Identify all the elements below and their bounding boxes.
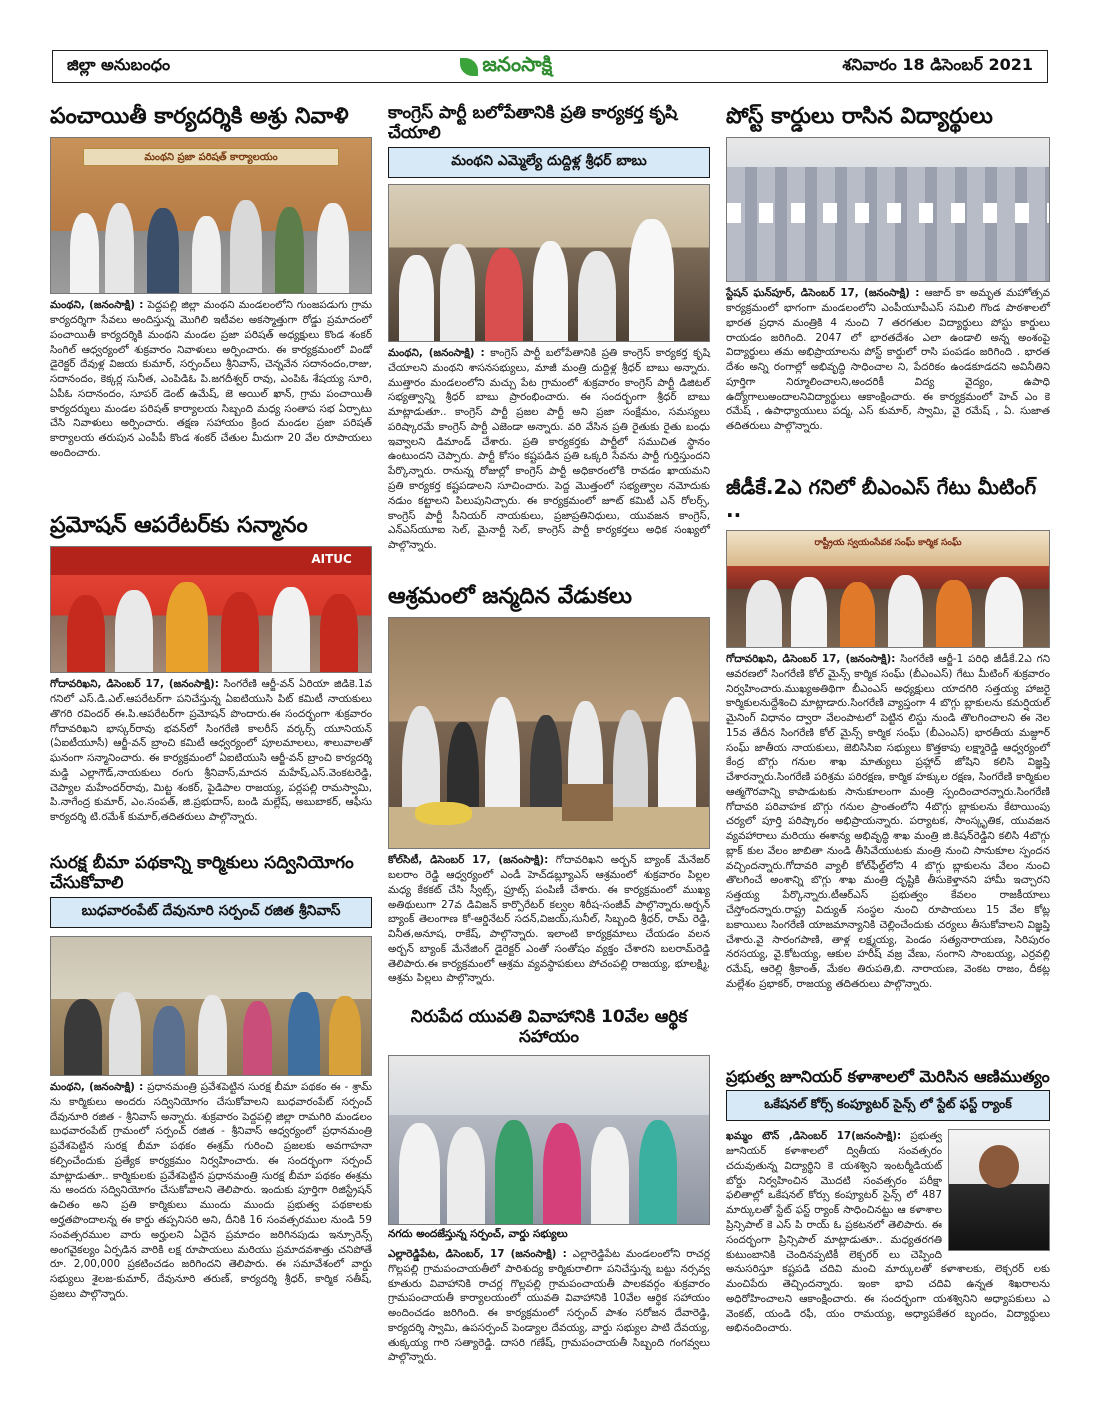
photo-figure bbox=[288, 992, 320, 1075]
dateline: గోదావరిఖని, డిసెంబర్ 17, (జనంసాక్షి): bbox=[726, 653, 896, 665]
article-photo bbox=[50, 546, 372, 673]
article-suraksha bbox=[50, 854, 372, 1302]
photo-figure bbox=[591, 1127, 629, 1224]
dateline: మంథని, (జనంసాక్షి) : bbox=[388, 347, 485, 360]
article-postcards bbox=[726, 104, 1050, 434]
photo-figure bbox=[115, 590, 153, 673]
masthead bbox=[52, 50, 1048, 83]
body-text: కాంగ్రెస్ పార్టీ బలోపేతానికి ప్రతి కాంగ్రెస్ కార్యకర్త కృషి చేయాలని మంథని శాసనసభ్యులు, మాజీ మంత్రి దుద్దిళ్ల శ్రీధర్ బాబు అన్నారు. ముత్తారం మండలంలోని మచ్చు పేట గ్రామంలో శుక్రవారం కాంగ్రెస్ పార్టీ డిజిటల్ సభ్యత్వాన్ని శ్రీధర్ బాబు ప్రారంభించారు. ఈ సందర్భంగా శ్రీధర్ బాబు మాట్లాడుతూ.. కాంగ్రెస్ పార్టీ ప్రజల పార్టీ అని ప్రజా సంక్షేమం, సమస్యలు పరిష్కారమే కాంగ్రెస్ పార్టీ ఎజెండా అన్నారు. వరి వేసిన ప్రతి రైతుకు రైతు బంధు ఇవ్వాలని డిమాండ్ చేశారు. ప్రతి కార్యకర్తకు పార్టీలో సముచిత స్థానం ఉంటుందని చెప్పారు. పార్టీ కోసం కష్టపడిన ప్రతి ఒక్కరి సేవను పార్టీ గుర్తిస్తుందని పేర్కొన్నారు. రానున్న రోజుల్లో కాంగ్రెస్ పార్టీ అధికారంలోకి రావడం ఖాయమని ప్రతి కార్యకర్త కష్టపడాలని సూచించారు. పెద్ద మొత్తంలో సభ్యత్వాల నమోదుకు నడుం కట్టాలని పిలుపునిచ్చారు. ఈ కార్యక్రమంలో జూట్ కమిటీ ఎన్ రోలర్స్, కాంగ్రెస్ పార్టీ సీనియర్ నాయకులు, ప్రజాప్రతినిధులు, యువజన కాంగ్రెస్, ఎన్ఎస్‌యూఐ సెల్, మైనార్టీ సెల్, కాంగ్రెస్ పార్టీ కార్యకర్తలు అధిక సంఖ్యలో పాల్గొన్నారు. bbox=[388, 347, 710, 552]
photo-figure bbox=[791, 577, 826, 647]
dateline: ఖమ్మం టౌన్ ,డిసెంబర్ 17(జనంసాక్షి): bbox=[726, 1130, 902, 1143]
photo-figure bbox=[485, 248, 523, 342]
photo-figure bbox=[166, 582, 208, 672]
photo-figure bbox=[192, 216, 221, 294]
photo-figure bbox=[230, 200, 262, 293]
headline: ప్రభుత్వ జూనియర్ కళాశాలలో మెరిసిన ఆణిముత్యం bbox=[726, 1067, 1050, 1086]
subheadline: మంథని ఎమ్మెల్యే దుద్దిళ్ల శ్రీధర్ బాబు bbox=[388, 147, 710, 178]
article-content bbox=[726, 1129, 1050, 1336]
photo-figure bbox=[317, 203, 349, 293]
headline: ప్రమోషన్ ఆపరేటర్‌కు సన్మానం bbox=[50, 513, 308, 538]
article-college bbox=[726, 1068, 1050, 1336]
photo-figure bbox=[533, 241, 568, 341]
body-text: సింగరేణి ఆర్జీ-వన్ ఏరియా జిడికె.1వ గనిలో ఎస్.డి.ఎల్.ఆపరేటర్‌గా పనిచేస్తున్న ఏఐటియుసి పిట్ కమిటీ నాయకులు తొగరి రవిందర్ ఈ.పి.ఆపరేటర్‌గా ప్రమోషన్ పొందారు.ఈ సందర్భంగా శుక్రవారం గోదావరిఖని భాస్కర్‌రావు భవన్‌లో సింగరేణి కాలరీస్ వర్కర్స్ యూనియన్ (ఏఐటీయూసీ) ఆర్జీ-వన్ బ్రాంచి కమిటీ ఆధ్వర్యంలో పూలమాలలు, శాలువాలతో ఘనంగా సన్మానించారు. ఈ కార్యక్రమంలో ఏఐటియుసి ఆర్జీ-వన్ బ్రాంచి కార్యదర్శి మడ్డి ఎల్లాగౌడ్,నాయకులు రంగు శ్రీనివాస్,మాదన మహేష్,ఎస్.వెంకటరెడ్డి, చెప్యాల మహేందర్‌రావు, మిట్ట శంకర్, పైడిపాల రాజయ్య, పర్లపల్లి రామస్వామి, పి.నాగేంద్ర కుమార్, ఎం.సంపత్, జి.ప్రభుదాస్, బండి మల్లేష్, అబుబాకర్, ఆఫీసు కార్యదర్శి టి.రమేశ్ కుమార్,తదితరులు పాల్గొన్నారు. bbox=[50, 678, 372, 824]
photo-figure bbox=[275, 207, 304, 294]
article-promotion bbox=[50, 513, 372, 825]
body-text: సింగరేణి ఆర్జీ-1 పరిధి జీడీకే.2ఎ గని ఆవరణలో సింగరేణి కోల్ మైన్స్ కార్మిక సంఘ్ (బీఎంఎస్) గేటు మీటింగ్ శుక్రవారం నిర్వహించారు.ముఖ్యఅతిథిగా బీఎంఎస్ అధ్యక్షులు యాదగిరి సత్తయ్య హాజరై కార్మికులనుద్దేశించి మాట్లాడారు.సింగరేణి వ్యాప్తంగా 4 బొగ్గు బ్లాకులను కమర్షియల్ మైనింగ్ విధానం ద్వారా వేలంపాటలో పెట్టిన లిస్టు నుండి తొలగించాలని ఈ నెల 15వ తేదీన సింగరేణి కోల్ మైన్స్ కార్మిక సంఘ్ (బీఎంఎస్) భారతీయ మజ్దూర్ సంఘ్ జాతీయ నాయకులు, జెబిసిసిఐ సభ్యులు కొత్తకాపు లక్ష్మారెడ్డి ఆధ్వర్యంలో కేంద్ర బొగ్గు గనుల శాఖ మాత్యులు ప్రహ్లాద్ జోషిని కలిసి విజ్ఞప్తి చేశారన్నారు.సింగరేణి పరిశ్రమ పరిరక్షణ, కార్మిక హక్కుల రక్షణ, సింగరేణి కార్మికుల ఆత్మగౌరవాన్ని కాపాడుటకు సానుకూలంగా మంత్రి స్పందించారన్నారు.సింగరేణి గోదావరి పరివాహక బొగ్గు గనుల ప్రాంతంలోని 4బొగ్గు బ్లాకులను కేటాయింపు చర్యలో పూర్తి పరిష్కారం అభిప్రాయన్నారు. పర్యాటక, సాంస్కృతిక, యువజన వ్యవహారాలు మరియు ఈశాన్య అభివృద్ధి శాఖ మంత్రి జి.కిషన్‌రెడ్డిని కలిసి 4బొగ్గు బ్లాక్ కుల వేలం జాబితా నుండి తీసివేయుటకు మంత్రి నుంచి సానుకూల స్పందన వచ్చిందన్నారు.గోదావరి వ్యాలీ కోల్‌ఫీల్డ్‌లోని 4 బొగ్గు బ్లాకులను వేలం నుంచి తొలగించే అంశాన్ని బొగ్గు శాఖ మంత్రి దృష్టికి తీసుకెళ్తానని హామీ ఇచ్చారని సత్తయ్య పేర్కొన్నారు.టీఆర్ఎస్ ప్రభుత్వం కేవలం రాజకీయాలు చేస్తోందన్నారు.రాష్ట్ర విద్యుత్ సంస్థల నుంచి రూపాయలు 15 వేల కోట్ల బకాయిలు సింగరేణి యాజమాన్యానికి చెల్లించేందుకు చర్యలు తీసుకోవాలని విజ్ఞప్తి చేశారు.వై సారంగపాణి, తాళ్ల లక్ష్మయ్య, పెండం సత్యనారాయణ, సిరిపురం నరసయ్య, వై.కోటయ్య, ఆకుల హరీష్ వజ్ర వేణు, సంగాని సాంబయ్య, ఎర్రవల్లి రమేష్, ఆరెల్లి శ్రీకాంత్, మేకల తిరుపతి,బి. నారాయణ, వెంకట రాజం, దీకట్ల మల్లేశం ప్రభాకర్, రాజయ్య తదితరులు పాల్గొన్నారు. bbox=[726, 653, 1050, 990]
article-body bbox=[388, 1247, 710, 1365]
photo-figure bbox=[64, 999, 102, 1075]
body-text: ప్రధానమంత్రి ప్రవేశపెట్టిన సురక్ష బీమా పథకం ఈ - శ్రామ్ ను కార్మికులు అందరు సద్వినియోగం చేసుకోవాలని బుధవారంపేట్ సర్పంచ్ దేవునూరి రజిత - శ్రీనివాస్ అన్నారు. శుక్రవారం పెద్దపల్లి జిల్లా రామగిరి మండలం బుధవారంపేట్ గ్రామంలో సర్పంచ్ రజిత - శ్రీనివాస్ ఆధ్వర్యంలో ప్రధానమంత్రి ప్రవేశపెట్టిన సురక్ష బీమా పథకం ఈశ్రమ్ గురించి ప్రజలకు అవగాహనా కల్పించేందుకు ప్రత్యేక కార్యక్రమం నిర్వహించారు. ఈ సందర్భంగా సర్పంచ్ మాట్లాడుతూ.. కార్మికులకు ప్రవేశపెట్టిన ప్రధానమంత్రి సురక్ష బీమా పథకం ఈశ్రమ ను అందరు సద్వినియోగం చేసుకోవాలని తెలిపారు. ఇందుకు పూర్తిగా రిజిస్ట్రేషన్ ఉచితం అని ప్రతి కార్మికులు ముందు ముందు ప్రభుత్వ పథకాలకు అర్హతపొందాలన్న ఈ కార్డు తప్పనిసరి అని, దీనికి 16 సంవత్సరముల నుండి 59 సంవత్సరముల వారు అర్హులని ఏదైన ప్రమాదం జరిగినపుడు ఇన్సూరెన్స్ అంగవైకల్యం ఏర్పడిన వారికి లక్ష రూపాయలు మరియు ప్రమాదవశాత్తు చనిపోతే రూ. 2,00,000 ప్రకటించడం జరిగిందని తెలిపారు. ఈ సమావేశంలో వార్డు సభ్యులు శైలజ-కుమార్, దేవునూరి తరుణ్, కార్యదర్శి శ్రీధర్, కార్మిక సతీష్, ప్రజలు పాల్గొన్నారు. bbox=[50, 1081, 372, 1300]
photo-figure bbox=[70, 213, 99, 294]
photo-bananas bbox=[415, 802, 473, 825]
body-text: ఎల్లారెడ్డిపేట మండలంలోని రాచర్ల గొల్లపల్లి గ్రామపంచాయతీలో పారిశుద్య కార్మికురాలిగా పనిచేస్తున్న బట్టు నర్సవ్వ కూతురు వివాహానికి రాచర్ల గొల్లపల్లి గ్రామపంచాయతీ పాలకవర్గం శుక్రవారం గ్రామపంచాయతీ కార్యాలయంలో యువతి వివాహానికి 10వేల ఆర్థిక సహాయం అందించడం జరిగింది. ఈ కార్యక్రమంలో సర్పంచ్ పాశం సరోజన దేవారెడ్డి, కార్యదర్శి స్వామి, ఉపసర్పంచ్ పెండ్యాల దేవయ్య, వార్డు సభ్యుల పాటి దేవయ్య, తుక్కయ్య గారి సత్యారెడ్డి. దాసరి గణేష్, గ్రామపంచాయతీ సిబ్బంది గంగవ్వలు పాల్గొన్నారు. bbox=[388, 1248, 710, 1364]
article-photo bbox=[388, 617, 710, 849]
photo-figure bbox=[629, 219, 674, 341]
student-photo bbox=[948, 1129, 1050, 1251]
photo-figure bbox=[153, 1006, 185, 1075]
article-photo bbox=[50, 137, 372, 294]
photo-figure bbox=[495, 1120, 533, 1224]
headline: పోస్ట్ కార్డులు రాసిన విద్యార్థులు bbox=[726, 104, 993, 129]
article-body bbox=[388, 853, 710, 986]
photo-face bbox=[979, 1145, 1019, 1188]
headline: జీడీకే.2ఎ గనిలో బీఎంఎస్ గేటు మీటింగ్ .. bbox=[726, 475, 1037, 522]
issue-date: శనివారం 18 డిసెంబర్ 2021 bbox=[842, 55, 1033, 74]
article-photo bbox=[388, 184, 710, 342]
paper-logo bbox=[460, 52, 552, 81]
headline: పంచాయితీ కార్యదర్శికి అశ్రు నివాళి bbox=[50, 104, 349, 129]
body-text: పెద్దపల్లి జిల్లా మంథని మండలంలోని గుంజపడుగు గ్రామ కార్యదర్శిగా సేవలు అందిస్తున్న మొగిలి ఇటీవల అకస్మాత్తుగా రోడ్డు ప్రమాదంలో పంచాయితీ కార్యదర్శికి మంథని మండల ప్రజా పరిషత్ అధ్యక్షులు కొండ శంకర్ సింగిల్ ఆధ్వర్యంలో శుక్రవారం నివాళులు అర్పించారు. ఈ కార్యక్రమంలో విండో డైరెక్టర్ దేవుళ్ల విజయ కుమార్, సర్పంచ్‌లు శ్రీనివాస్, చెన్నవేన సదానందం,రాజు, సదానందం, కెక్కర్ల సునీత, ఎంపిడిఓ పి.జగదీశ్వర్ రావు, ఎంపిఓ శేషయ్య సూరి, ఏపీఓ సదానందం, సూపర్ డెంట్ ఉమేష్, జె అయిల్ ఖాన్, గ్రామ పంచాయితీ కార్యదర్శులు మండల పరిషత్ కార్యాలయ సిబ్బంది మధ్య సంతాప సభ ఏర్పాటు చేసి నివాళులు అర్పించారు. తక్షణ సహాయం క్రింద మండల ప్రజా పరిషత్ కార్యాలయ తరుపున ఎంపీపీ కొండ శంకర్ చేతుల మీదుగా 20 వేల రూపాయలు అందించారు. bbox=[50, 299, 372, 459]
body-text: ప్రభుత్వ జూనియర్ కళాశాలలో ద్వితీయ సంవత్సరం చదువుతున్న విద్యార్థిని కె యశశ్విని ఇంటర్మీడియట్ బోర్డు నిర్వహించిన మొదటి సంవత్సరం పరీక్షా ఫలితాల్లో ఒకేషనల్ కోర్సు కంప్యూటర్ సైన్స్ లో 487 మార్కులతో స్టేట్ ఫస్ట్ ర్యాంక్ సాధించినట్టు ఆ కళాశాల ప్రిన్సిపాల్ కె ఎస్ పి రాయ్ ఓ ప్రకటనలో తెలిపారు. ఈ సందర్భంగా ప్రిన్సిపాల్ మాట్లాడుతూ.. మధ్యతరగతి కుటుంబానికి చెందినప్పటికీ లెక్చరర్ లు చెప్పింది అనుసరిస్తూ కష్టపడి చదివి మంచి మార్కులతో కళాశాలకు, లెక్చరర్ లకు మంచిపేరు తెచ్చిందన్నారు. ఇంకా భావి చదివి ఉన్నత శిఖరాలను అధిరోహించాలని ఆకాంక్షించారు. ఈ సందర్భంగా యశశ్వినిని అధ్యాపకులు ఎ వెంకట్, యండి రఫీ, యం రామయ్య, అధ్యాపకేతర బృందం, విద్యార్థులు అభినందించారు. bbox=[726, 1130, 1050, 1335]
photo-figure bbox=[746, 580, 781, 647]
photo-figure bbox=[105, 203, 134, 293]
article-body bbox=[50, 298, 372, 460]
article-bms bbox=[726, 476, 1050, 992]
photo-figure bbox=[329, 996, 361, 1075]
photo-figure bbox=[578, 251, 616, 341]
dateline: మంథని, (జనంసాక్షి) : bbox=[50, 299, 144, 312]
article-photo bbox=[50, 936, 372, 1076]
photo-crowd bbox=[727, 167, 1049, 281]
photo-figure bbox=[399, 1123, 441, 1224]
body-text: గోదావరిఖని అర్బన్ బ్యాంక్ మేనేజర్ బలరాం రెడ్డి ఆధ్వర్యంలో ఎండీ హెచ్‌డబ్ల్యూఎస్ ఆశ్రమంలో శుక్రవారం పిల్లల మధ్య కేకకట్ చేసి స్వీట్స్, ఫ్రూట్స్ పంపిణీ చేశారు. ఈ కార్యక్రమంలో ముఖ్య అతిథులుగా 27వ డివిజన్ కార్పొరేటర్ కల్వల శిరీష-సంజీవ్ పాల్గొన్నారు.అర్బన్ బ్యాంక్ తెలంగాణ కో-ఆర్డినేటర్ సదన్,విజయ్,సునీల్, సిబ్బంది శ్రీధర్, రామ్ రెడ్డి, వినీత,అనూష, రాకేష్, పాల్గొన్నారు. ఇలాంటి కార్యక్రమాలు చేయడం వలన అర్బన్ బ్యాంక్ మేనేజింగ్ డైరెక్టర్ ఎంతో సంతోషం వ్యక్తం చేశారని బలరామ్‌రెడ్డి తెలిపారు.ఈ కార్యక్రమంలో ఆశ్రమ వ్యవస్థాపకులు పోచంపల్లి రాజయ్య, భూలక్ష్మి, ఆశ్రమ పిల్లలు పాల్గొన్నారు. bbox=[388, 854, 710, 985]
headline: ఆశ్రమంలో జన్మదిన వేడుకలు bbox=[388, 584, 632, 609]
article-ashram bbox=[388, 584, 710, 986]
photo-figure bbox=[272, 587, 310, 672]
photo-figure bbox=[840, 582, 875, 647]
photo-figure bbox=[320, 594, 358, 673]
photo-figure bbox=[440, 244, 475, 341]
photo-figure bbox=[985, 577, 1024, 647]
photo-figure bbox=[198, 995, 227, 1075]
article-congress bbox=[388, 104, 710, 553]
photo-figure bbox=[399, 255, 434, 341]
photo-figure bbox=[447, 1127, 485, 1224]
photo-figure bbox=[888, 575, 923, 647]
dateline: ఎల్లారెడ్డిపేట, డిసెంబర్, 17 (జనంసాక్షి) : bbox=[388, 1248, 567, 1261]
photo-figure bbox=[221, 592, 259, 672]
article-body bbox=[50, 677, 372, 825]
dateline: గోదావరిఖని, డిసెంబర్ 17, (జనంసాక్షి): bbox=[50, 678, 219, 691]
photo-figure bbox=[147, 208, 179, 293]
photo-figure bbox=[639, 1120, 677, 1224]
article-body bbox=[726, 652, 1050, 992]
article-body bbox=[50, 1080, 372, 1301]
article-photo bbox=[726, 137, 1050, 282]
photo-caption: నగదు అందజేస్తున్న సర్పంచ్, వార్డు సభ్యులు bbox=[388, 1228, 568, 1241]
photo-figure bbox=[936, 580, 971, 647]
dateline: స్టేషన్ ఘన్‌పూర్, డిసెంబర్ 17, (జనంసాక్షి) : bbox=[726, 287, 920, 300]
headline: సురక్ష బీమా పథకాన్ని కార్మికులు సద్వినియోగం చేసుకోవాలి bbox=[50, 853, 354, 893]
article-marriage bbox=[388, 1008, 710, 1365]
article-panchayat bbox=[50, 104, 372, 461]
headline: నిరుపేద యువతి వివాహానికి 10వేల ఆర్థిక సహాయం bbox=[410, 1007, 688, 1047]
dateline: మంథని, (జనంసాక్షి) : bbox=[50, 1081, 144, 1094]
body-text: ఆజాద్ కా అమృత మహోత్సవ కార్యక్రమంలో భాగంగా మండలంలోని ఎంపీయూపీఎస్ సమిలి గొండ పాఠశాలలో భారత ప్రధాన మంత్రికి 4 నుంచి 7 తరగతుల విద్యార్థులు పోస్టు కార్డులు రాయడం జరిగింది. 2047 లో భారతదేశం ఎలా ఉండాలి అన్న అంశంపై విద్యార్థులు తమ అభిప్రాయాలను పోస్ట్ కార్డులో రాసి పంపడం జరిగింది . భారత దేశం అన్ని రంగాల్లో అభివృద్ధి సాధించాల ని, పేదరికం ఉండకూడదని అవినీతిని పూర్తిగా నిర్మూలించాలని,అందరికీ విద్య వైద్యం, ఉపాధి ఉద్యోగాలుఅందాలనివిద్యార్థులు ఆకాంక్షించారు. ఈ కార్యక్రమంలో హెచ్ ఎం కె రమేష్ , ఉపాధ్యాయులు పద్మ, ఎస్ కుమార్, స్వామి, వై రమేష్ , ఏ. సుజాత తదితరులు పాల్గొన్నారు. bbox=[726, 287, 1050, 433]
subheadline: బుధవారంపేట్ దేవునూరి సర్పంచ్ రజిత శ్రీనివాస్ bbox=[50, 897, 372, 928]
photo-figure bbox=[109, 992, 141, 1075]
photo-figure bbox=[243, 1001, 272, 1076]
article-body bbox=[388, 346, 710, 553]
headline: కాంగ్రెస్ పార్టీ బలోపేతానికి ప్రతి కార్యకర్త కృషి చేయాలి bbox=[388, 103, 678, 143]
dateline: కోల్‌సిటీ, డిసెంబర్ 17, (జనంసాక్షి): bbox=[388, 854, 549, 867]
subheadline: ఒకేషనల్ కోర్స్ కంప్యూటర్ సైన్స్ లో స్టేట్ ఫస్ట్ ర్యాంక్ bbox=[726, 1090, 1050, 1121]
photo-postcards bbox=[727, 203, 1049, 223]
photo-banner-text: రాష్ట్రీయ స్వయంసేవక సంఘ్ కార్మిక సంఘ్ bbox=[814, 537, 962, 548]
photo-figure bbox=[543, 1123, 581, 1224]
photo-banner-text: AITUC bbox=[311, 552, 352, 567]
photo-sign: మంథని ప్రజా పరిషత్ కార్యాలయం bbox=[83, 148, 339, 167]
paper-name: జనంసాక్షి bbox=[482, 52, 553, 76]
article-photo bbox=[388, 1055, 710, 1225]
photo-figure bbox=[67, 595, 105, 673]
article-body bbox=[726, 286, 1050, 434]
section-label: జిల్లా అనుబంధం bbox=[67, 55, 171, 74]
leaf-icon bbox=[460, 58, 478, 76]
article-photo bbox=[726, 530, 1050, 648]
photo-box bbox=[562, 784, 613, 821]
